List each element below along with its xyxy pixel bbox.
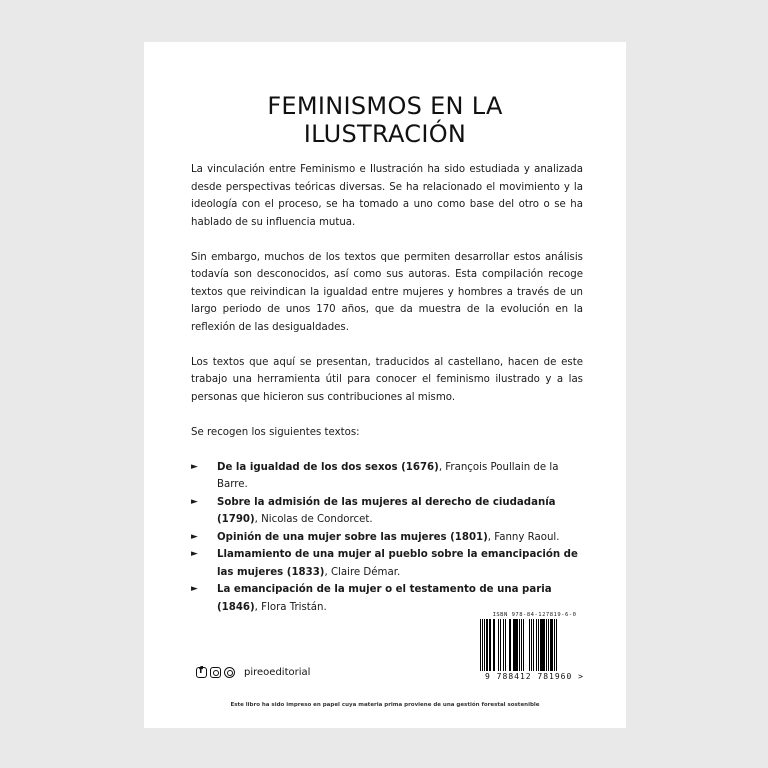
work-author: , Claire Démar. bbox=[324, 566, 401, 578]
isbn-number: 9 788412 781960 > bbox=[485, 672, 584, 681]
publisher-handle: pireoeditorial bbox=[244, 667, 311, 678]
book-title bbox=[144, 92, 626, 148]
facebook-icon bbox=[196, 667, 207, 678]
work-title: Llamamiento de una mujer al pueblo sobre la emancipación de las mujeres (1833) bbox=[217, 549, 578, 578]
work-title: Opinión de una mujer sobre las mujeres (1801) bbox=[217, 531, 488, 543]
work-author: , Flora Tristán. bbox=[254, 601, 327, 613]
publisher-social bbox=[196, 667, 310, 678]
footer-note: Este libro ha sido impreso en papel cuya materia prima proviene de una gestión forestal sostenible bbox=[230, 702, 540, 708]
bullet-icon: ► bbox=[191, 549, 198, 559]
list-item bbox=[191, 494, 583, 529]
paragraph: Los textos que aquí se presentan, traducidos al castellano, hacen de este trabajo una herramienta útil para conocer el feminismo ilustrado y a las personas que hicieron sus contribuciones al mismo. bbox=[191, 356, 583, 403]
work-author: , Fanny Raoul. bbox=[487, 531, 560, 543]
work-title: La emancipación de la mujer o el testamento de una paria (1846) bbox=[217, 584, 552, 613]
work-author: , Nicolas de Condorcet. bbox=[254, 514, 373, 525]
list-intro: Se recogen los siguientes textos: bbox=[191, 426, 360, 438]
list-item bbox=[191, 546, 583, 581]
list-item bbox=[191, 581, 583, 616]
barcode-bars bbox=[480, 619, 589, 671]
paragraph: La vinculación entre Feminismo e Ilustración ha sido estudiada y analizada desde perspectivas teóricas diversas. Se ha relacionado el movimiento y la ideología con el proceso, se ha tomado a uno como base del otro o se ha hablado de su influencia mutua. bbox=[191, 164, 583, 228]
barcode-bar bbox=[557, 619, 558, 671]
list-item bbox=[191, 529, 583, 547]
paragraph: Sin embargo, muchos de los textos que permiten desarrollar estos análisis todavía son desconocidos, así como sus autoras. Esta compilación recoge textos que reivindican la igualdad entre mujeres y hombres a través de un largo periodo de unos 170 años, que da muestra de la evolución en la reflexión de las desigualdades. bbox=[191, 251, 583, 333]
isbn-label: ISBN 978-84-127819-6-0 bbox=[492, 612, 577, 618]
twitter-icon bbox=[210, 667, 221, 678]
title-line-2: ILUSTRACIÓN bbox=[303, 120, 467, 148]
work-title: De la igualdad de los dos sexos (1676) bbox=[217, 461, 439, 473]
blurb bbox=[191, 161, 583, 616]
bullet-icon: ► bbox=[191, 584, 198, 594]
instagram-icon bbox=[224, 667, 235, 678]
work-author: , François Poullain de la Barre. bbox=[217, 461, 559, 490]
bullet-icon: ► bbox=[191, 496, 198, 507]
work-title: Sobre la admisión de las mujeres al derecho de ciudadanía (1790) bbox=[217, 496, 556, 525]
bullet-icon: ► bbox=[191, 531, 198, 542]
works-list bbox=[191, 459, 583, 617]
book-back-cover bbox=[144, 42, 626, 728]
list-item bbox=[191, 459, 583, 494]
isbn-barcode bbox=[480, 612, 589, 682]
title-line-1: FEMINISMOS EN LA bbox=[267, 92, 503, 120]
bullet-icon: ► bbox=[191, 461, 198, 472]
